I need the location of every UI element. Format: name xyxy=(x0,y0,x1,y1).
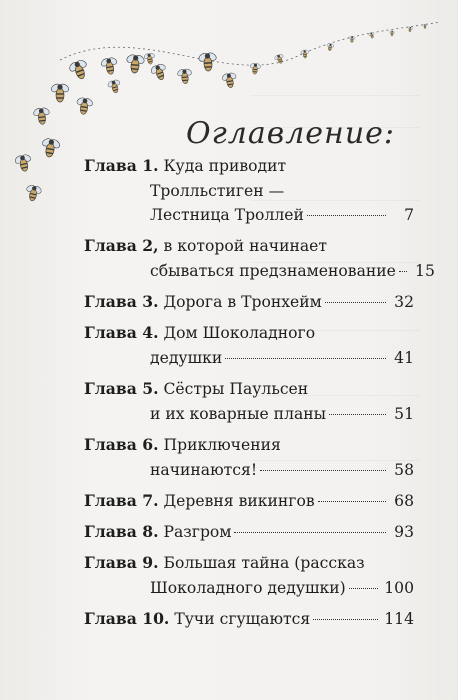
toc-entry-heading xyxy=(84,237,327,255)
bee-icon xyxy=(124,53,146,74)
bee-icon xyxy=(326,42,335,51)
chapter-title-continued: Шоколадного дедушки) xyxy=(150,578,346,597)
chapter-title-continued: сбываться предзнаменование xyxy=(150,261,396,280)
toc-entry-line xyxy=(84,203,414,228)
page-number: 51 xyxy=(394,404,414,423)
chapter-label: Глава 7. xyxy=(84,490,159,510)
chapter-title-continued: Лестница Троллей xyxy=(150,206,304,225)
toc-entry-line xyxy=(84,433,414,458)
toc-entry xyxy=(84,489,414,514)
chapter-label: Глава 1. xyxy=(84,156,159,175)
toc-entry-line xyxy=(84,607,414,632)
dot-leader xyxy=(225,358,386,359)
chapter-title-continued: начинаются! xyxy=(150,460,258,479)
toc-entry-line xyxy=(84,321,414,346)
dot-leader xyxy=(329,414,386,415)
toc-entry xyxy=(84,234,435,283)
toc-entry-heading xyxy=(84,607,310,632)
toc-entry-line xyxy=(84,377,414,402)
toc-entry xyxy=(84,154,414,228)
toc-entry-line xyxy=(84,346,414,371)
bee-icon xyxy=(13,152,34,173)
page-number: 114 xyxy=(384,609,414,628)
toc-entry xyxy=(84,377,414,426)
toc-entry-heading xyxy=(84,520,231,545)
toc-entry-line xyxy=(84,234,414,259)
toc-entry-line xyxy=(84,576,414,601)
dot-leader xyxy=(349,588,378,589)
bee-icon xyxy=(300,49,310,59)
bee-icon xyxy=(66,57,92,82)
toc-entry-line xyxy=(84,520,414,545)
chapter-title: Куда приводит xyxy=(163,157,287,175)
bee-icon xyxy=(368,31,376,39)
toc-entry xyxy=(84,321,414,370)
dot-leader xyxy=(325,302,386,303)
chapter-label: Глава 3. xyxy=(84,292,159,312)
chapter-title-continued: Тролльстиген — xyxy=(150,181,285,200)
bee-icon xyxy=(32,106,52,125)
bee-icon xyxy=(249,62,262,75)
bee-icon xyxy=(348,35,356,42)
toc-entry xyxy=(84,433,414,482)
chapter-label: Глава 8. xyxy=(84,521,159,541)
toc-entry-line xyxy=(84,551,414,576)
bee-icon xyxy=(74,96,94,116)
chapter-title: Дорога в Тронхейм xyxy=(163,293,322,312)
toc-entry-heading xyxy=(84,324,315,342)
bee-icon xyxy=(148,61,170,82)
toc-entry-line xyxy=(84,458,414,483)
dot-leader xyxy=(234,532,386,533)
toc-entry xyxy=(84,607,414,632)
toc-entry-heading xyxy=(84,157,286,175)
dot-leader xyxy=(318,501,386,502)
toc-title: Оглавление: xyxy=(186,116,396,151)
bee-icon xyxy=(197,51,218,72)
chapter-title: Деревня викингов xyxy=(163,491,315,510)
page-number: 41 xyxy=(394,348,414,367)
bee-icon xyxy=(220,71,239,89)
page-number: 93 xyxy=(394,522,414,541)
toc-entry-line xyxy=(84,402,414,427)
chapter-title: Большая тайна (рассказ xyxy=(163,554,365,573)
dot-leader xyxy=(313,619,378,620)
page-number: 7 xyxy=(404,206,414,225)
chapter-label: Глава 4. xyxy=(84,323,159,343)
chapter-title-continued: дедушки xyxy=(150,348,223,367)
chapter-title: Приключения xyxy=(163,435,281,454)
toc-entry-heading xyxy=(84,554,365,572)
chapter-label: Глава 2, xyxy=(84,236,159,256)
bee-icon xyxy=(50,82,70,102)
chapter-title: Тучи сгущаются xyxy=(174,609,311,628)
bee-icon xyxy=(99,55,120,75)
chapter-title-continued: и их коварные планы xyxy=(150,404,327,423)
toc-entry-line xyxy=(84,489,414,514)
dot-leader xyxy=(260,470,386,471)
toc-entry-line xyxy=(84,259,435,284)
bee-icon xyxy=(39,136,62,159)
page-number: 15 xyxy=(415,261,435,280)
toc-entry-line xyxy=(84,154,414,179)
page-number: 32 xyxy=(394,293,414,312)
toc-entry xyxy=(84,520,414,545)
toc-entry-line xyxy=(84,290,414,315)
chapter-label: Глава 10. xyxy=(84,608,170,628)
toc-entry xyxy=(84,551,414,600)
bee-icon xyxy=(273,52,286,65)
toc-entry-heading xyxy=(84,290,322,315)
toc-entry-heading xyxy=(84,436,281,454)
chapter-title: в которой начинает xyxy=(163,237,328,256)
bee-icon xyxy=(143,52,157,66)
toc-entry-heading xyxy=(84,380,308,398)
chapter-title: Разгром xyxy=(163,522,232,541)
page-number: 58 xyxy=(394,460,414,479)
chapter-label: Глава 6. xyxy=(84,434,159,454)
chapter-label: Глава 9. xyxy=(84,553,159,573)
chapter-title: Сёстры Паульсен xyxy=(163,380,309,399)
page-number: 68 xyxy=(394,491,414,510)
table-of-contents xyxy=(84,154,435,638)
toc-entry xyxy=(84,290,414,315)
page-number: 100 xyxy=(384,578,414,597)
bee-icon xyxy=(176,67,193,84)
dot-leader xyxy=(399,271,407,272)
toc-entry-heading xyxy=(84,489,315,514)
chapter-label: Глава 5. xyxy=(84,379,159,399)
dot-leader xyxy=(307,215,386,216)
chapter-title: Дом Шоколадного xyxy=(163,324,316,343)
bee-icon xyxy=(106,78,123,95)
bee-icon xyxy=(23,183,43,203)
bee-icon xyxy=(389,30,395,36)
